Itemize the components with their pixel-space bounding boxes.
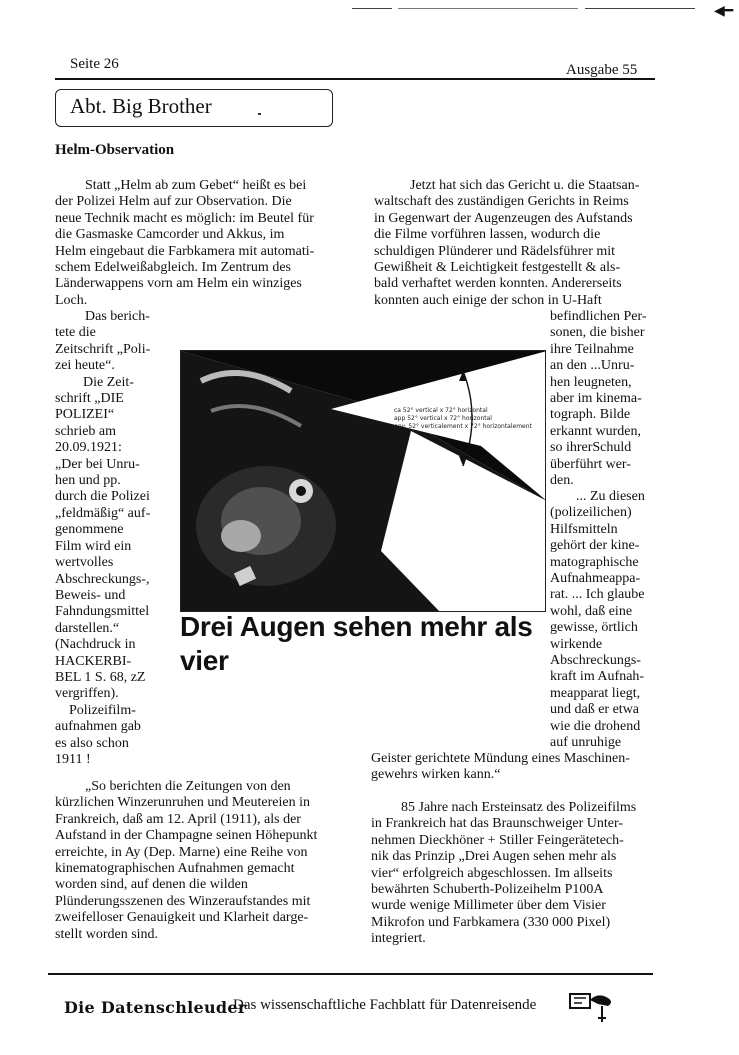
- text-line: rat. ... Ich glaube: [550, 587, 645, 603]
- text-line: (polizeilichen): [550, 505, 632, 521]
- text-line: aufnahmen gab: [55, 719, 141, 735]
- text-line: sonen, die bisher: [550, 325, 645, 341]
- datenschleuder-logo-icon: [568, 988, 618, 1033]
- text-line: bewährten Schuberth-Polizeihelm P100A: [371, 882, 604, 898]
- scan-artifact-line: [585, 8, 695, 9]
- text-line: kürzlichen Winzerunruhen und Meutereien in: [55, 795, 310, 811]
- text-line: 85 Jahre nach Ersteinsatz des Polizeifilms: [401, 800, 637, 815]
- text-line: nik das Prinzip „Drei Augen sehen mehr als: [371, 849, 617, 865]
- text-line: wie die drohend: [550, 718, 641, 734]
- text-line: Gewißheit & Leichtigkeit festgestellt & als-: [374, 260, 621, 276]
- scan-speck: [258, 113, 261, 115]
- text-line: Film wird ein: [55, 538, 132, 554]
- text-line: schuldigen Plünderer und Rädelsführer mit: [374, 243, 616, 259]
- scan-artifact-line: [352, 8, 392, 9]
- text-line: befindlichen Per-: [550, 309, 647, 324]
- text-line: hen und pp.: [55, 473, 121, 489]
- text-line: kraft im Aufnah-: [550, 669, 645, 685]
- text-line: vergriffen).: [55, 686, 119, 702]
- col1-bottom: [55, 779, 317, 943]
- text-line: Statt „Helm ab zum Gebet“ heißt es bei: [85, 178, 307, 193]
- text-line: konnten auch einige der schon in U-Haft: [374, 292, 602, 308]
- text-line: erreichte, in Ay (Dep. Marne) eine Reihe von: [55, 844, 308, 860]
- text-line: gehört der kine-: [550, 538, 640, 554]
- text-line: waltschaft des zuständigen Gerichts in Reims: [374, 194, 629, 210]
- text-line: integriert.: [371, 931, 426, 947]
- text-line: durch die Polizei: [55, 489, 150, 505]
- text-line: Hilfsmitteln: [550, 521, 618, 537]
- text-line: „So berichten die Zeitungen von den: [85, 779, 291, 794]
- text-line: gewisse, örtlich: [550, 620, 638, 636]
- text-line: (Nachdruck in: [55, 637, 136, 653]
- text-line: zei heute“.: [55, 358, 115, 374]
- text-line: in Gegenwart der Augenzeugen des Aufstands: [374, 210, 633, 226]
- text-line: in Frankreich hat das Braunschweiger Unter-: [371, 816, 624, 832]
- text-line: wurde wenige Millimeter über dem Visier: [371, 898, 606, 914]
- text-line: schrieb am: [55, 423, 117, 439]
- text-line: stellt worden sind.: [55, 926, 159, 942]
- text-line: aber im kinema-: [550, 391, 642, 407]
- text-line: so ihrerSchuld: [550, 440, 632, 456]
- text-line: Loch.: [55, 292, 88, 308]
- text-line: BEL 1 S. 68, zZ: [55, 669, 146, 685]
- text-line: an den ...Unru-: [550, 358, 635, 374]
- text-line: neue Technik macht es möglich: im Beutel für: [55, 210, 314, 226]
- text-line: den.: [550, 473, 574, 489]
- text-line: ... Zu diesen: [576, 489, 645, 504]
- text-line: bald verhaftet werden konnten. Andererseits: [374, 276, 622, 292]
- article-headline: Helm-Observation: [55, 142, 175, 158]
- text-line: darstellen.“: [55, 620, 120, 636]
- col2-bottom: [371, 800, 636, 948]
- col1-narrow: [55, 309, 150, 768]
- text-line: wirkende: [550, 636, 603, 652]
- text-line: tograph. Bilde: [550, 407, 631, 423]
- page-number: Seite 26: [70, 56, 119, 72]
- text-line: Aufstand in der Champagne seinen Höhepunkt: [55, 828, 318, 844]
- text-line: Mikrofon und Farbkamera (330 000 Pixel): [371, 914, 611, 930]
- text-line: auf unruhige: [550, 735, 622, 751]
- text-line: Aufnahmeappa-: [550, 571, 641, 587]
- text-line: es also schon: [55, 735, 129, 751]
- col2-wide: [371, 751, 630, 784]
- text-line: Die Zeit-: [83, 374, 134, 390]
- text-line: Das berich-: [85, 309, 150, 324]
- text-line: und daß er etwa: [550, 702, 640, 718]
- text-line: app 52° vertical x 72° horizontal: [394, 415, 492, 422]
- text-line: kinematographischen Aufnahmen gemacht: [55, 861, 295, 877]
- text-line: tete die: [55, 325, 96, 341]
- text-line: wertvolles: [55, 555, 114, 571]
- text-line: wohl, daß eine: [550, 603, 633, 619]
- text-line: POLIZEI“: [55, 407, 115, 423]
- text-line: genommene: [55, 522, 124, 538]
- text-line: Jetzt hat sich das Gericht u. die Staatsan-: [410, 178, 640, 193]
- photo-big-title: Drei Augen sehen mehr als vier: [180, 611, 533, 676]
- col2-narrow-b: [550, 489, 645, 752]
- helmet-camera-photo: [180, 350, 546, 612]
- text-line: die Filme vorführen lassen, wodurch die: [374, 227, 601, 243]
- col2-top: [374, 178, 639, 309]
- text-line: ihre Teilnahme: [550, 341, 634, 357]
- text-line: hen leugneten,: [550, 374, 632, 390]
- issue-number: Ausgabe 55: [566, 62, 638, 78]
- section-box: [55, 89, 333, 127]
- text-line: ca 52° vertical x 72° horizontal: [394, 407, 488, 414]
- photo-specs-text: [394, 407, 532, 431]
- text-line: Länderwappens vorn am Helm ein winziges: [55, 276, 302, 292]
- text-line: worden sind, auf denen die wilden: [55, 877, 248, 893]
- text-line: nehmen Dieckhöner + Stiller Feingerätetech-: [371, 832, 624, 848]
- header-rule: [55, 78, 655, 80]
- helmet-photo-graphic: [181, 351, 546, 612]
- text-line: „feldmäßig“ auf-: [55, 505, 151, 521]
- footer-rule: [48, 973, 653, 975]
- text-line: HACKERBI-: [55, 653, 132, 669]
- col2-narrow-a: [550, 309, 647, 489]
- footer-tagline: Das wissenschaftliche Fachblatt für Datenreisende: [233, 997, 537, 1013]
- text-line: matographische: [550, 554, 639, 570]
- text-line: Beweis- und: [55, 587, 126, 603]
- text-line: Frankreich, daß am 12. April (1911), als der: [55, 811, 301, 827]
- text-line: zweifelloser Genauigkeit und Klarheit darge-: [55, 910, 309, 926]
- text-line: vier“ erfolgreich abgeschlossen. Im allseits: [371, 865, 613, 881]
- text-line: erkannt wurden,: [550, 423, 641, 439]
- text-line: Helm eingebaut die Farbkamera mit automati-: [55, 243, 315, 259]
- text-line: „Der bei Unru-: [55, 456, 140, 472]
- text-line: schem Edelweißabgleich. Im Zentrum des: [55, 260, 291, 276]
- text-line: überführt wer-: [550, 456, 631, 472]
- text-line: Zeitschrift „Poli-: [55, 341, 151, 357]
- text-line: Polizeifilm-: [69, 702, 136, 718]
- scan-artifact-line: [398, 8, 578, 9]
- text-line: Abschreckungs-: [550, 653, 641, 669]
- text-line: Plünderungsszenen des Winzeraufstandes mit: [55, 893, 311, 909]
- section-title: Abt. Big Brother: [70, 94, 212, 118]
- text-line: die Gasmaske Camcorder und Akkus, im: [55, 227, 285, 243]
- text-line: Fahndungsmittel: [55, 604, 150, 620]
- text-line: meapparat liegt,: [550, 685, 641, 701]
- text-line: Geister gerichtete Mündung eines Maschinen-: [371, 751, 630, 766]
- footer-logo-text: Die Datenschleuder: [64, 998, 247, 1017]
- text-line: der Polizei Helm auf zur Observation. Die: [55, 194, 292, 210]
- scan-arrow-icon: ◀━: [714, 3, 734, 19]
- text-line: schrift „DIE: [55, 391, 124, 407]
- text-line: Abschreckungs-,: [55, 571, 150, 587]
- text-line: 20.09.1921:: [55, 440, 122, 456]
- text-line: 1911 !: [55, 751, 91, 767]
- text-line: env. 52° verticalement x 72° horizontalement: [394, 423, 532, 430]
- text-line: gewehrs wirken kann.“: [371, 767, 501, 783]
- col1-intro: [55, 178, 314, 309]
